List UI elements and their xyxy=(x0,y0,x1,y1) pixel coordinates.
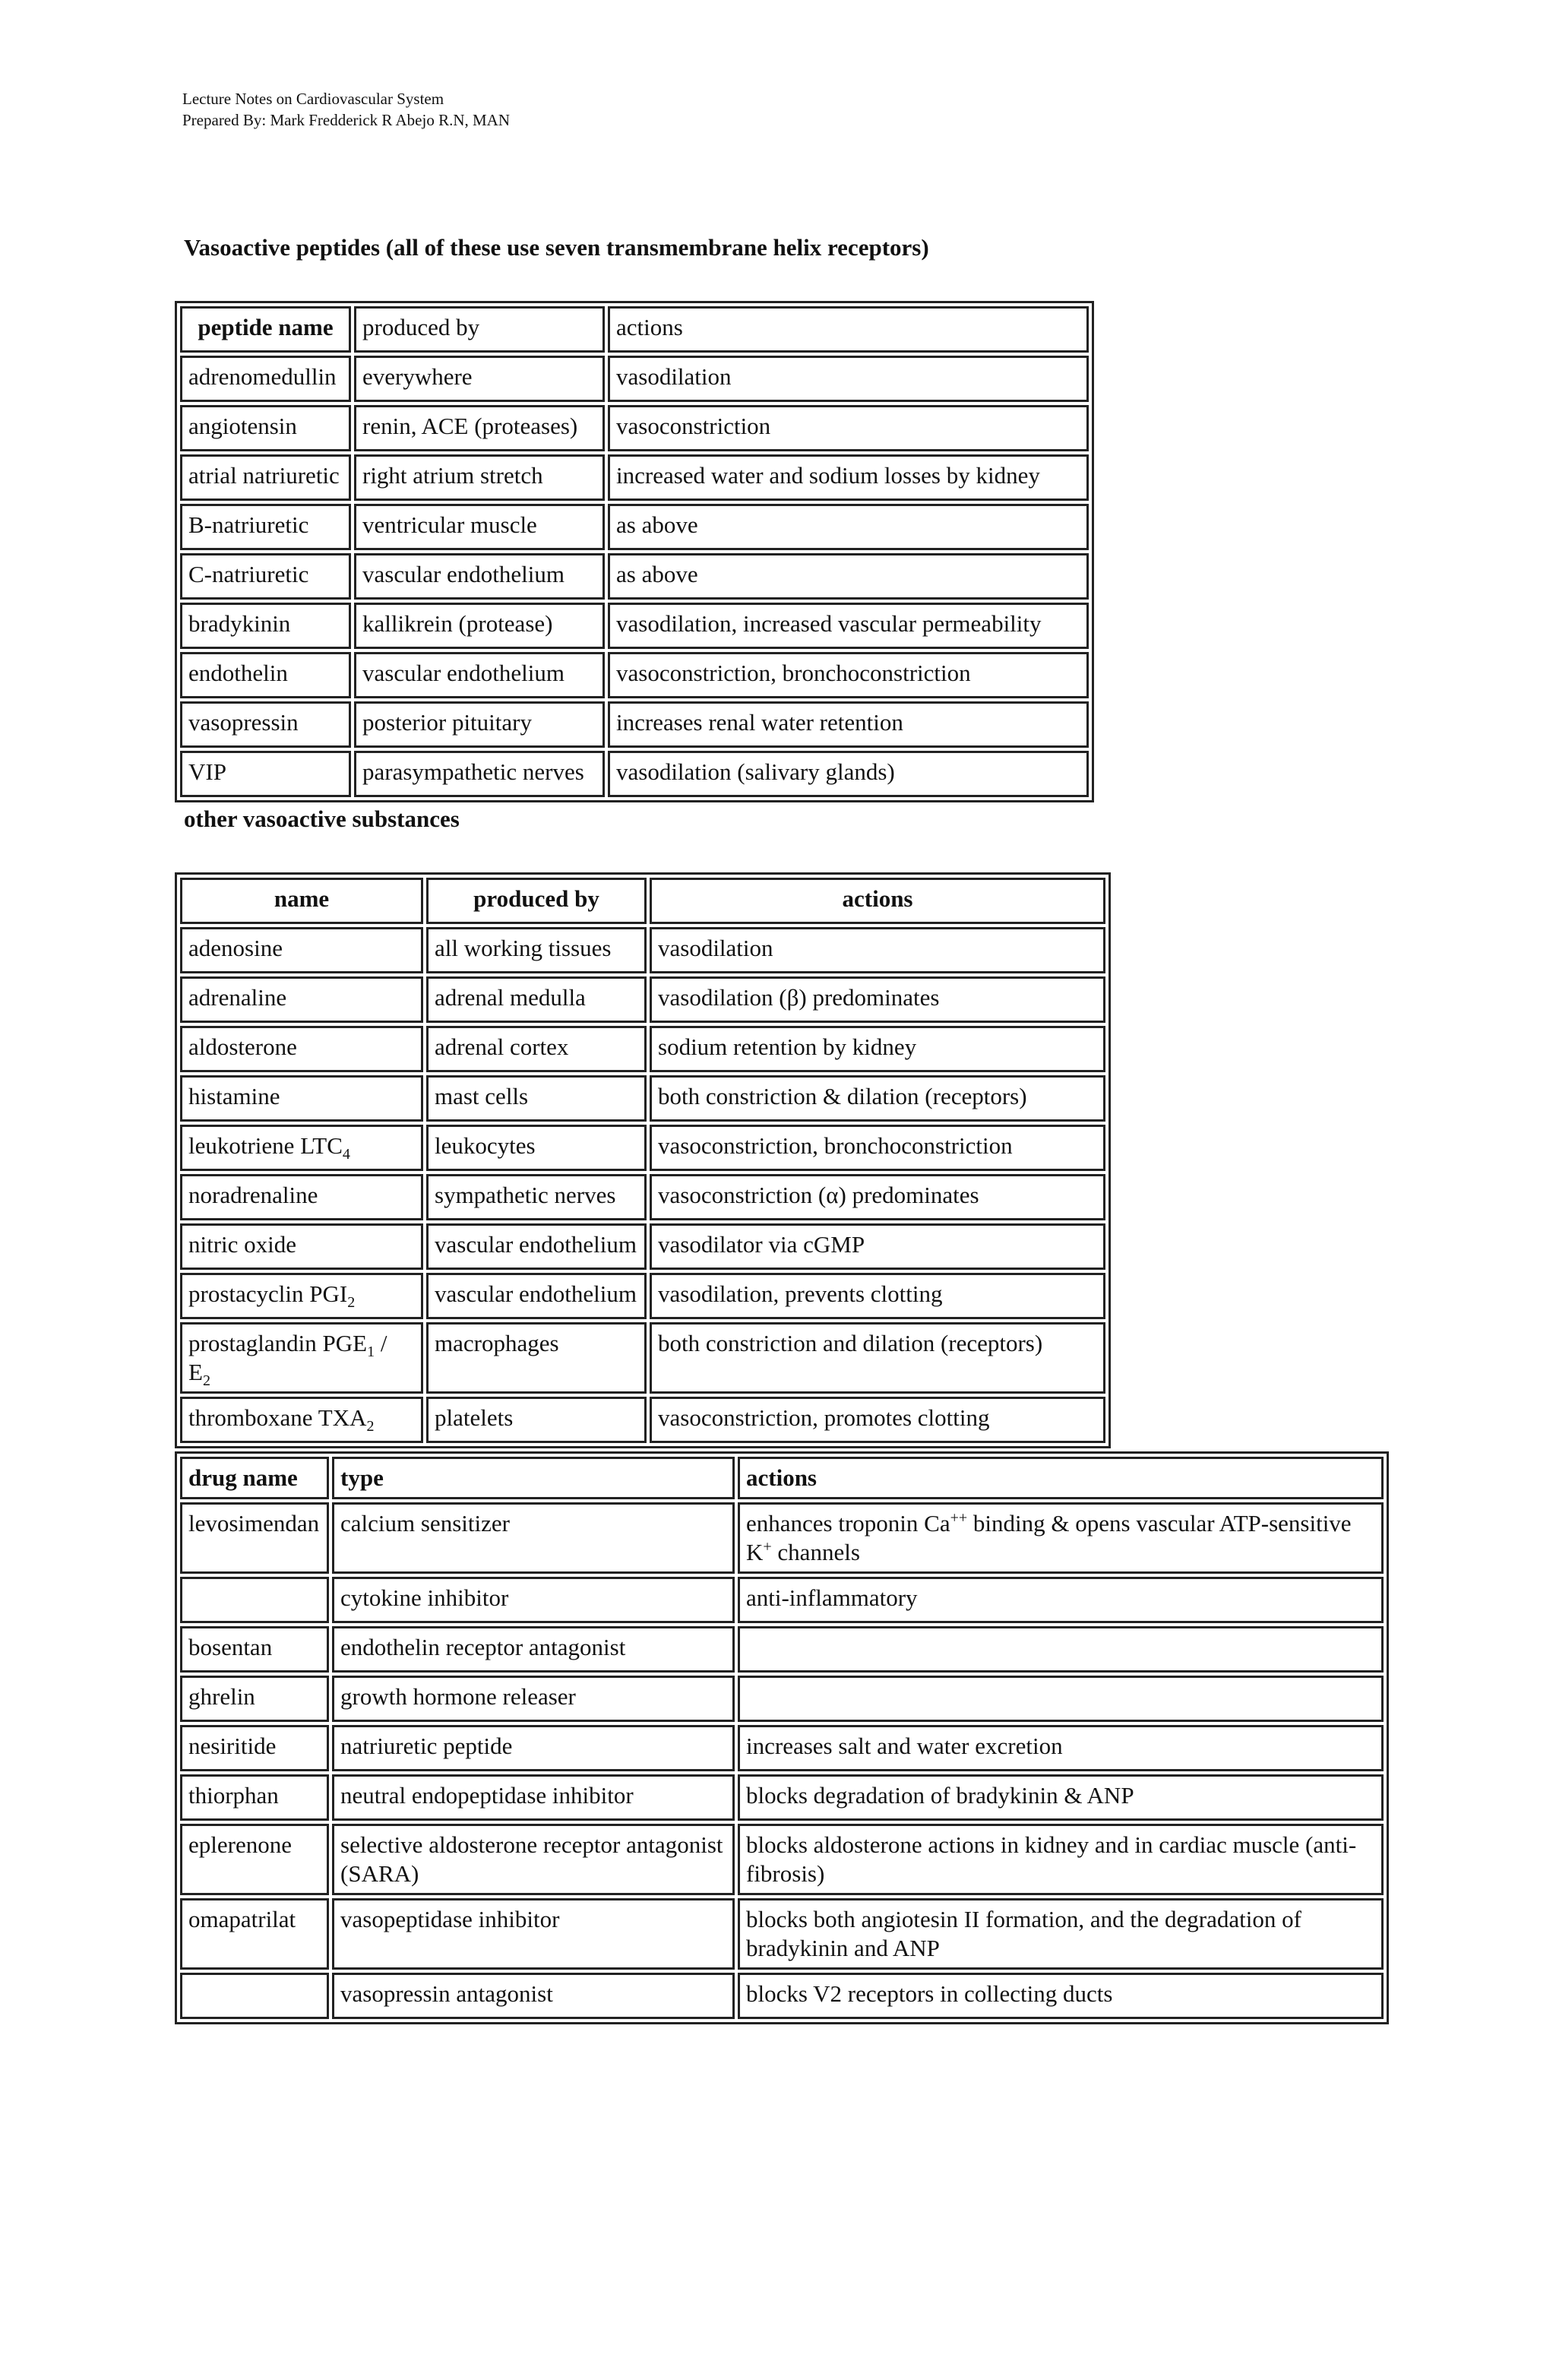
table-header-row xyxy=(180,878,1105,924)
table-row xyxy=(180,1626,1384,1673)
cell-peptide: angiotensin xyxy=(180,405,351,451)
cell-type: endothelin receptor antagonist xyxy=(332,1626,735,1673)
cell-type: neutral endopeptidase inhibitor xyxy=(332,1774,735,1821)
subscript: 2 xyxy=(202,1372,210,1390)
cell-actions: anti-inflammatory xyxy=(738,1577,1384,1623)
cell-actions: increased water and sodium losses by kidney xyxy=(608,454,1089,501)
cell-actions: blocks V2 receptors in collecting ducts xyxy=(738,1973,1384,2019)
cell-name xyxy=(180,1026,423,1072)
cell-name xyxy=(180,927,423,973)
name-text: histamine xyxy=(188,1083,280,1109)
cell-peptide: vasopressin xyxy=(180,701,351,748)
cell-actions: sodium retention by kidney xyxy=(650,1026,1105,1072)
cell-name xyxy=(180,1273,423,1319)
name-text: nitric oxide xyxy=(188,1231,297,1258)
cell-actions: increases renal water retention xyxy=(608,701,1089,748)
cell-produced-by: posterior pituitary xyxy=(354,701,605,748)
cell-name xyxy=(180,976,423,1023)
peptides-table xyxy=(175,301,1094,802)
cell-actions: increases salt and water excretion xyxy=(738,1725,1384,1771)
cell-actions: vasoconstriction, bronchoconstriction xyxy=(608,652,1089,698)
table-row xyxy=(180,1774,1384,1821)
table-header-row xyxy=(180,306,1089,353)
column-header: produced by xyxy=(354,306,605,353)
table-row xyxy=(180,1676,1384,1722)
table-row xyxy=(180,504,1089,550)
cell-drug-name xyxy=(180,1577,329,1623)
cell-drug-name: bosentan xyxy=(180,1626,329,1673)
cell-peptide: bradykinin xyxy=(180,603,351,649)
cell-produced-by: vascular endothelium xyxy=(354,553,605,600)
cell-name xyxy=(180,1322,423,1394)
document-header xyxy=(182,88,510,131)
column-header: name xyxy=(180,878,423,924)
cell-drug-name: omapatrilat xyxy=(180,1898,329,1970)
table-row xyxy=(180,1273,1105,1319)
column-header: produced by xyxy=(426,878,647,924)
table-row xyxy=(180,976,1105,1023)
cell-actions: vasodilation, prevents clotting xyxy=(650,1273,1105,1319)
cell-actions: vasoconstriction (α) predominates xyxy=(650,1174,1105,1220)
cell-actions: blocks aldosterone actions in kidney and in cardiac muscle (anti-fibrosis) xyxy=(738,1824,1384,1895)
name-text: prostacyclin PGI xyxy=(188,1280,348,1307)
cell-name xyxy=(180,1075,423,1122)
subscript: 1 xyxy=(367,1343,375,1361)
table-row xyxy=(180,1973,1384,2019)
actions-text: enhances troponin Ca xyxy=(746,1510,950,1537)
table-row xyxy=(180,405,1089,451)
cell-produced-by: vascular endothelium xyxy=(426,1273,647,1319)
name-text: prostaglandin PGE xyxy=(188,1330,368,1356)
name-text: aldosterone xyxy=(188,1033,297,1060)
header-course: Lecture Notes on Cardiovascular System xyxy=(182,90,444,108)
table-row xyxy=(180,1322,1105,1394)
cell-actions: vasodilation, increased vascular permeability xyxy=(608,603,1089,649)
column-header: actions xyxy=(738,1457,1384,1499)
cell-type: cytokine inhibitor xyxy=(332,1577,735,1623)
table-row xyxy=(180,603,1089,649)
cell-drug-name: eplerenone xyxy=(180,1824,329,1895)
cell-name xyxy=(180,1397,423,1443)
cell-actions: blocks degradation of bradykinin & ANP xyxy=(738,1774,1384,1821)
cell-drug-name: nesiritide xyxy=(180,1725,329,1771)
table-row xyxy=(180,454,1089,501)
column-header: actions xyxy=(650,878,1105,924)
table-row xyxy=(180,1577,1384,1623)
cell-type: selective aldosterone receptor antagonist (SARA) xyxy=(332,1824,735,1895)
name-text: leukotriene LTC xyxy=(188,1132,343,1159)
name-text: thromboxane TXA xyxy=(188,1404,367,1431)
column-header: drug name xyxy=(180,1457,329,1499)
cell-peptide: adrenomedullin xyxy=(180,356,351,402)
cell-actions xyxy=(738,1626,1384,1673)
subscript: 4 xyxy=(342,1146,350,1163)
cell-produced-by: renin, ACE (proteases) xyxy=(354,405,605,451)
cell-name xyxy=(180,1174,423,1220)
table-row xyxy=(180,1824,1384,1895)
cell-drug-name: levosimendan xyxy=(180,1502,329,1574)
cell-produced-by: platelets xyxy=(426,1397,647,1443)
table-row xyxy=(180,701,1089,748)
cell-actions: both constriction & dilation (receptors) xyxy=(650,1075,1105,1122)
table-row xyxy=(180,1898,1384,1970)
cell-type: calcium sensitizer xyxy=(332,1502,735,1574)
cell-actions: vasoconstriction, bronchoconstriction xyxy=(650,1125,1105,1171)
cell-actions: both constriction and dilation (receptors) xyxy=(650,1322,1105,1394)
cell-produced-by: kallikrein (protease) xyxy=(354,603,605,649)
actions-text: channels xyxy=(771,1539,860,1565)
cell-actions: vasoconstriction xyxy=(608,405,1089,451)
cell-actions: vasodilation (salivary glands) xyxy=(608,751,1089,797)
cell-actions: vasodilator via cGMP xyxy=(650,1223,1105,1270)
table-row xyxy=(180,1223,1105,1270)
column-header: actions xyxy=(608,306,1089,353)
table-row xyxy=(180,1125,1105,1171)
table-row xyxy=(180,1026,1105,1072)
name-text: adenosine xyxy=(188,935,283,961)
table-row xyxy=(180,553,1089,600)
cell-actions xyxy=(738,1502,1384,1574)
cell-produced-by: everywhere xyxy=(354,356,605,402)
superscript: + xyxy=(763,1538,772,1556)
cell-peptide: atrial natriuretic xyxy=(180,454,351,501)
cell-peptide: VIP xyxy=(180,751,351,797)
actions-text: binding & opens vascular ATP-sensitive K xyxy=(746,1510,1352,1565)
section-title-substances: other vasoactive substances xyxy=(184,805,460,832)
table-row xyxy=(180,652,1089,698)
cell-type: growth hormone releaser xyxy=(332,1676,735,1722)
cell-produced-by: sympathetic nerves xyxy=(426,1174,647,1220)
table-row xyxy=(180,356,1089,402)
substances-table xyxy=(175,872,1111,1448)
table-row xyxy=(180,1502,1384,1574)
cell-drug-name xyxy=(180,1973,329,2019)
cell-type: vasopressin antagonist xyxy=(332,1973,735,2019)
cell-name xyxy=(180,1125,423,1171)
cell-peptide: endothelin xyxy=(180,652,351,698)
header-author: Prepared By: Mark Fredderick R Abejo R.N, MAN xyxy=(182,111,511,129)
cell-actions: as above xyxy=(608,504,1089,550)
superscript: ++ xyxy=(950,1509,968,1527)
cell-produced-by: adrenal cortex xyxy=(426,1026,647,1072)
cell-drug-name: ghrelin xyxy=(180,1676,329,1722)
table-row xyxy=(180,1725,1384,1771)
table-row xyxy=(180,1174,1105,1220)
table-row xyxy=(180,1075,1105,1122)
cell-produced-by: right atrium stretch xyxy=(354,454,605,501)
cell-type: vasopeptidase inhibitor xyxy=(332,1898,735,1970)
section-title-peptides: Vasoactive peptides (all of these use seven transmembrane helix receptors) xyxy=(184,234,929,261)
cell-peptide: C-natriuretic xyxy=(180,553,351,600)
table-row xyxy=(180,751,1089,797)
column-header: peptide name xyxy=(180,306,351,353)
cell-produced-by: leukocytes xyxy=(426,1125,647,1171)
cell-drug-name: thiorphan xyxy=(180,1774,329,1821)
column-header: type xyxy=(332,1457,735,1499)
name-text-mid: / E xyxy=(188,1330,387,1385)
cell-actions: vasoconstriction, promotes clotting xyxy=(650,1397,1105,1443)
cell-produced-by: ventricular muscle xyxy=(354,504,605,550)
cell-actions: vasodilation xyxy=(608,356,1089,402)
table-header-row xyxy=(180,1457,1384,1499)
table-row xyxy=(180,1397,1105,1443)
cell-actions: vasodilation xyxy=(650,927,1105,973)
cell-actions: blocks both angiotesin II formation, and the degradation of bradykinin and ANP xyxy=(738,1898,1384,1970)
name-text: noradrenaline xyxy=(188,1182,318,1208)
drugs-table xyxy=(175,1451,1389,2024)
name-text: adrenaline xyxy=(188,984,287,1011)
cell-produced-by: vascular endothelium xyxy=(354,652,605,698)
cell-produced-by: vascular endothelium xyxy=(426,1223,647,1270)
cell-produced-by: macrophages xyxy=(426,1322,647,1394)
cell-actions: as above xyxy=(608,553,1089,600)
cell-produced-by: all working tissues xyxy=(426,927,647,973)
cell-actions: vasodilation (β) predominates xyxy=(650,976,1105,1023)
cell-actions xyxy=(738,1676,1384,1722)
cell-name xyxy=(180,1223,423,1270)
subscript: 2 xyxy=(347,1294,356,1312)
cell-produced-by: parasympathetic nerves xyxy=(354,751,605,797)
table-row xyxy=(180,927,1105,973)
cell-type: natriuretic peptide xyxy=(332,1725,735,1771)
cell-produced-by: adrenal medulla xyxy=(426,976,647,1023)
cell-produced-by: mast cells xyxy=(426,1075,647,1122)
cell-peptide: B-natriuretic xyxy=(180,504,351,550)
subscript: 2 xyxy=(366,1418,375,1435)
